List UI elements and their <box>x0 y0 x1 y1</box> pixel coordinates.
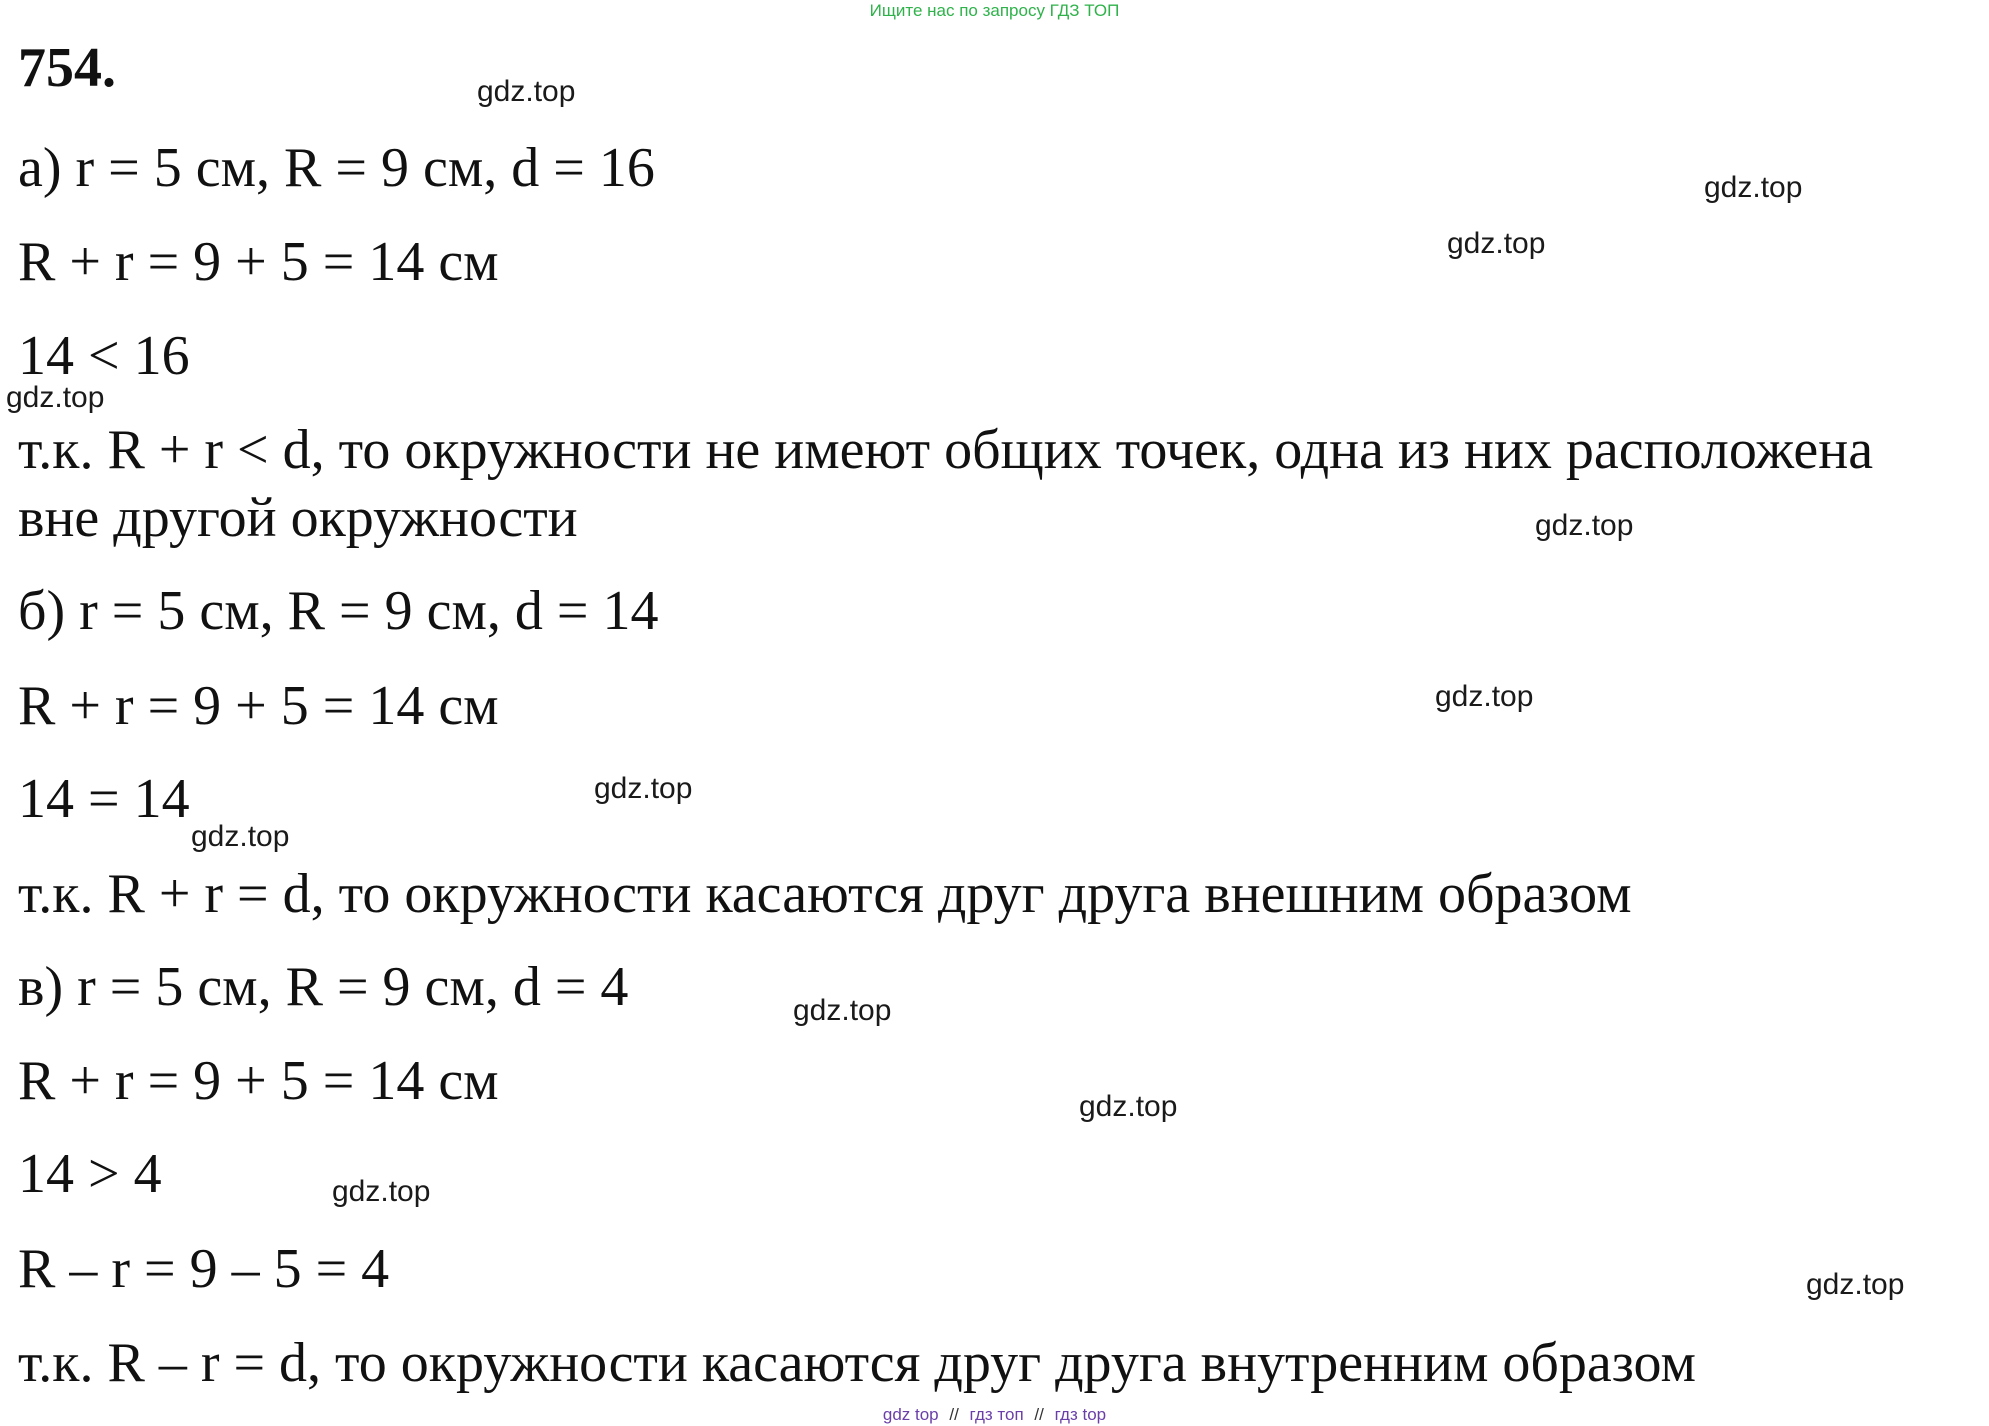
bottom-footer <box>0 1405 1989 1425</box>
watermark: gdz.top <box>332 1175 431 1208</box>
line-c-difference: R – r = 9 – 5 = 4 <box>18 1238 390 1300</box>
line-c-sum: R + r = 9 + 5 = 14 см <box>18 1050 499 1112</box>
task-number: 754. <box>18 37 116 99</box>
line-a-conclusion-1: т.к. R + r < d, то окружности не имеют общих точек, одна из них расположена <box>18 419 1874 481</box>
watermark: gdz.top <box>1806 1268 1905 1301</box>
line-c-compare: 14 > 4 <box>18 1143 162 1205</box>
footer-link-gdz-top-mixed[interactable]: гдз top <box>1054 1405 1107 1424</box>
line-a-compare: 14 < 16 <box>18 325 190 387</box>
top-banner: Ищите нас по запросу ГДЗ ТОП <box>869 1 1120 20</box>
watermark: gdz.top <box>1535 509 1634 542</box>
line-b-given: б) r = 5 см, R = 9 см, d = 14 <box>18 580 659 642</box>
watermark: gdz.top <box>1447 227 1546 260</box>
watermark: gdz.top <box>1079 1090 1178 1123</box>
watermark: gdz.top <box>1435 680 1534 713</box>
footer-separator: // <box>949 1405 959 1424</box>
footer-link-gdz-top[interactable]: gdz top <box>882 1405 939 1424</box>
watermark: gdz.top <box>793 994 892 1027</box>
line-c-conclusion: т.к. R – r = d, то окружности касаются друг друга внутренним образом <box>18 1332 1696 1394</box>
footer-separator: // <box>1034 1405 1044 1424</box>
line-a-sum: R + r = 9 + 5 = 14 см <box>18 231 499 293</box>
line-c-given: в) r = 5 см, R = 9 см, d = 4 <box>18 956 629 1018</box>
watermark: gdz.top <box>6 381 105 414</box>
watermark: gdz.top <box>594 772 693 805</box>
line-b-sum: R + r = 9 + 5 = 14 см <box>18 675 499 737</box>
watermark: gdz.top <box>1704 171 1803 204</box>
line-b-compare: 14 = 14 <box>18 768 190 830</box>
watermark: gdz.top <box>191 820 290 853</box>
line-a-given: а) r = 5 см, R = 9 см, d = 16 <box>18 137 655 199</box>
footer-link-gdz-top-ru[interactable]: гдз топ <box>969 1405 1024 1424</box>
line-b-conclusion: т.к. R + r = d, то окружности касаются друг друга внешним образом <box>18 863 1632 925</box>
line-a-conclusion-2: вне другой окружности <box>18 487 578 549</box>
watermark: gdz.top <box>477 75 576 108</box>
